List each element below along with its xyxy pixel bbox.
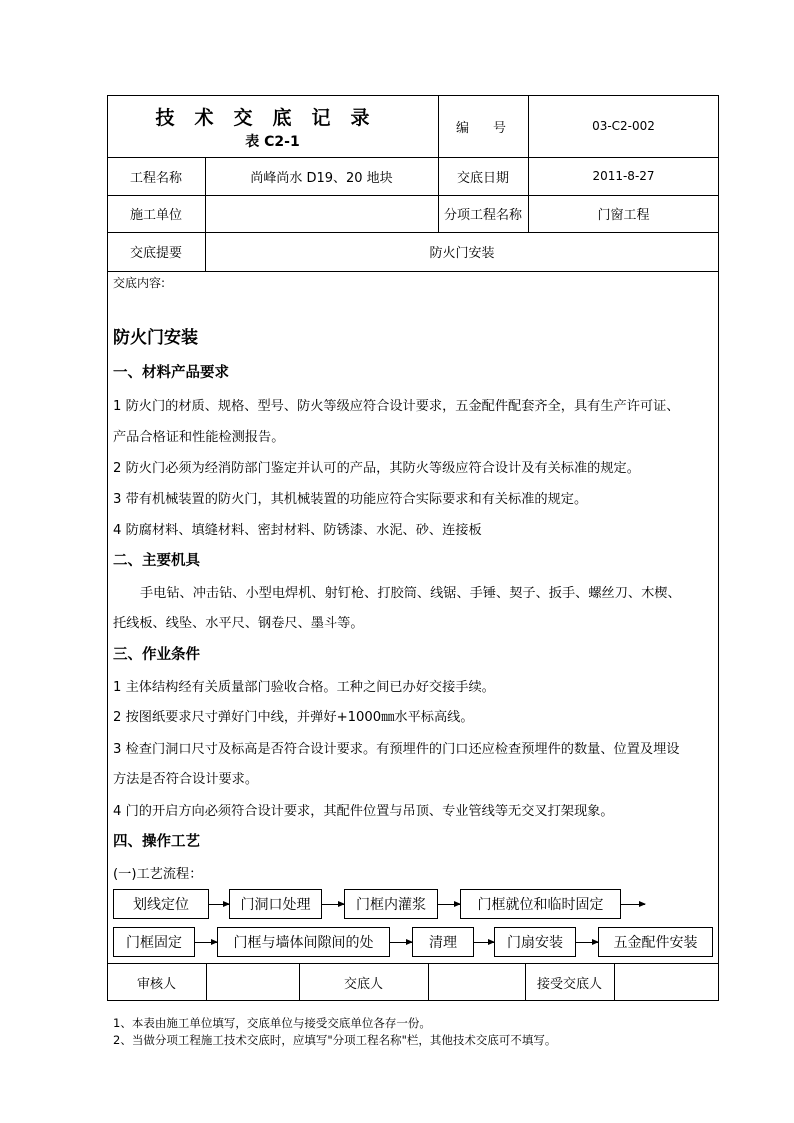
paragraph-line: 托线板、线坠、水平尺、钢卷尺、墨斗等。 bbox=[113, 616, 364, 631]
biannum-value: 03-C2-002 bbox=[592, 119, 655, 133]
footnote: 2、当做分项工程施工技术交底时，应填写"分项工程名称"栏，其他技术交底可不填写。 bbox=[113, 1033, 557, 1047]
date-label: 交底日期 bbox=[456, 170, 509, 186]
subsection-title: (一)工艺流程： bbox=[113, 867, 203, 882]
paragraph-line: 4 门的开启方向必须符合设计要求，其配件位置与吊顶、专业管线等无交叉打架现象。 bbox=[113, 804, 614, 819]
flow-step: 门框固定 bbox=[113, 927, 195, 957]
footnote: 1、本表由施工单位填写，交底单位与接受交底单位各存一份。 bbox=[113, 1016, 431, 1030]
paragraph-line: 1 防火门的材质、规格、型号、防火等级应符合设计要求，五金配件配套齐全，具有生产许可证、 bbox=[113, 399, 680, 414]
project-name-label: 工程名称 bbox=[129, 170, 182, 186]
content-heading: 防火门安装 bbox=[113, 328, 198, 348]
flow-step: 清理 bbox=[412, 927, 474, 957]
paragraph-line: 产品合格证和性能检测报告。 bbox=[113, 430, 285, 445]
flow-step: 门框就位和临时固定 bbox=[460, 889, 621, 919]
arrow-right-icon bbox=[195, 942, 217, 943]
arrow-right-icon bbox=[474, 942, 494, 943]
discloser-label: 交底人 bbox=[343, 976, 383, 992]
form-title: 技术交底记录 bbox=[155, 107, 390, 129]
row-divider bbox=[107, 271, 719, 272]
section-title: 三、作业条件 bbox=[113, 647, 200, 663]
section-title: 一、材料产品要求 bbox=[113, 365, 229, 381]
biannum-label: 编号 bbox=[456, 120, 531, 136]
reviewer-value bbox=[206, 963, 299, 1001]
section-title: 二、主要机具 bbox=[113, 553, 200, 569]
project-name-value: 尚峰尚水 D19、20 地块 bbox=[250, 170, 393, 186]
content-label: 交底内容: bbox=[113, 276, 166, 290]
contractor-label: 施工单位 bbox=[129, 208, 182, 223]
flow-step: 门框与墙体间隙间的处 bbox=[217, 927, 390, 957]
paragraph-line: 3 检查门洞口尺寸及标高是否符合设计要求。有预埋件的门口还应检查预埋件的数量、位置及埋设 bbox=[113, 742, 680, 757]
contractor-value bbox=[205, 195, 438, 232]
flow-step: 门框内灌浆 bbox=[344, 889, 438, 919]
summary-value: 防火门安装 bbox=[429, 246, 495, 261]
arrow-right-icon bbox=[621, 904, 645, 905]
receiver-value bbox=[614, 963, 719, 1001]
paragraph-line: 方法是否符合设计要求。 bbox=[113, 772, 259, 787]
arrow-right-icon bbox=[209, 904, 229, 905]
flow-step: 五金配件安装 bbox=[598, 927, 713, 957]
paragraph-line: 2 防火门必须为经消防部门鉴定并认可的产品，其防火等级应符合设计及有关标准的规定。 bbox=[113, 461, 640, 476]
flow-step: 划线定位 bbox=[113, 889, 209, 919]
subproject-label: 分项工程名称 bbox=[443, 208, 522, 223]
reviewer-label: 审核人 bbox=[136, 976, 176, 992]
receiver-label: 接受交底人 bbox=[536, 976, 602, 992]
form-subtitle: 表 C2-1 bbox=[245, 134, 300, 150]
arrow-right-icon bbox=[438, 904, 460, 905]
arrow-right-icon bbox=[322, 904, 344, 905]
section-title: 四、操作工艺 bbox=[113, 834, 200, 850]
paragraph-line: 4 防腐材料、填缝材料、密封材料、防锈漆、水泥、砂、连接板 bbox=[113, 523, 482, 538]
subproject-value: 门窗工程 bbox=[597, 208, 650, 223]
date-value: 2011-8-27 bbox=[592, 169, 655, 183]
summary-label: 交底提要 bbox=[129, 246, 182, 261]
flow-step: 门洞口处理 bbox=[229, 889, 322, 919]
paragraph-line: 2 按图纸要求尺寸弹好门中线，并弹好+1000㎜水平标高线。 bbox=[113, 710, 474, 725]
paragraph-line: 3 带有机械装置的防火门，其机械装置的功能应符合实际要求和有关标准的规定。 bbox=[113, 492, 588, 507]
arrow-right-icon bbox=[576, 942, 598, 943]
arrow-right-icon bbox=[390, 942, 412, 943]
paragraph-line: 1 主体结构经有关质量部门验收合格。工种之间已办好交接手续。 bbox=[113, 680, 495, 695]
discloser-value bbox=[428, 963, 525, 1001]
paragraph-line: 手电钻、冲击钻、小型电焊机、射钉枪、打胶筒、线锯、手锤、契子、扳手、螺丝刀、木楔、 bbox=[140, 586, 681, 601]
flow-step: 门扇安装 bbox=[494, 927, 576, 957]
